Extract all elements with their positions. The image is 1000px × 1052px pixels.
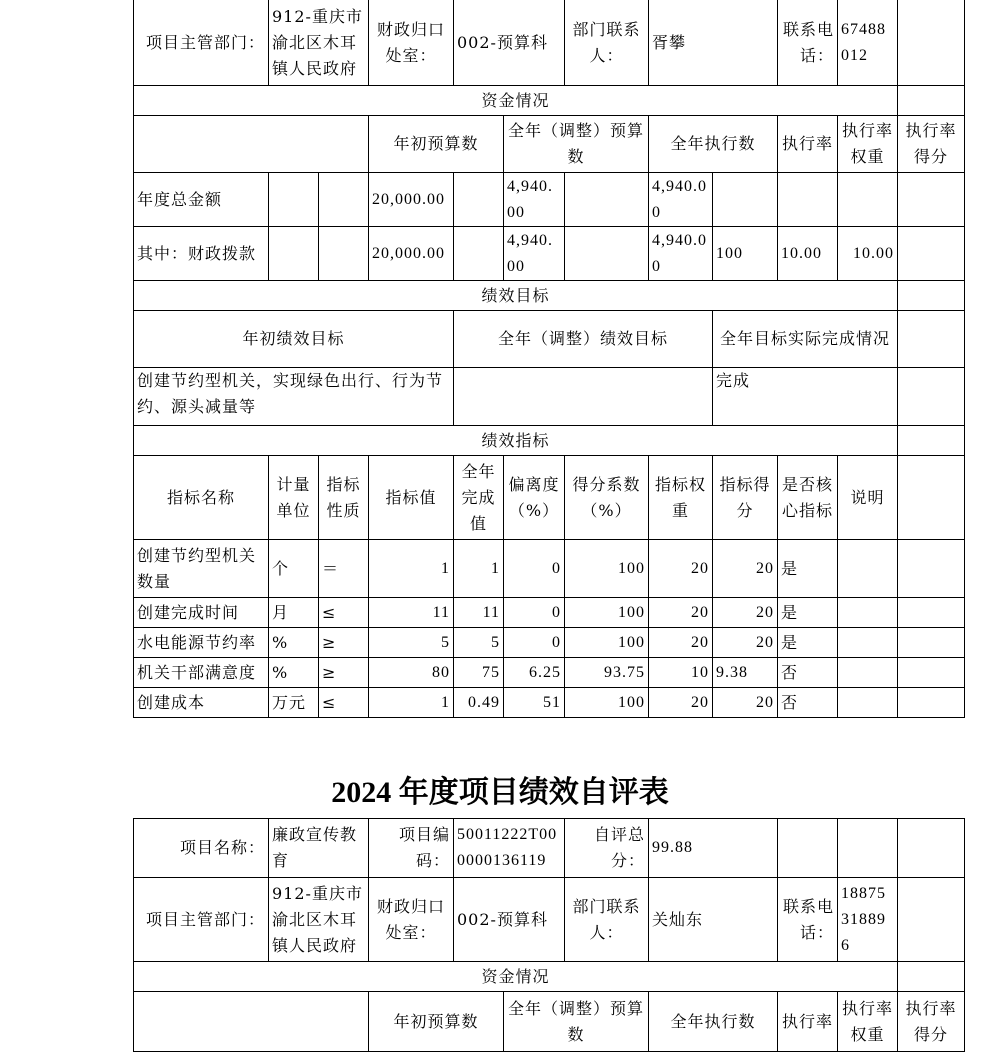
empty-cell xyxy=(898,819,965,878)
goals-initial-text: 创建节约型机关，实现绿色出行、行为节约、源头减量等 xyxy=(134,368,454,426)
ind-actual: 11 xyxy=(454,598,504,628)
ind-unit: 万元 xyxy=(269,688,319,718)
ind-value: 5 xyxy=(369,628,454,658)
self-score-value: 99.88 xyxy=(649,819,778,878)
funds-header-executed: 全年执行数 xyxy=(649,992,778,1052)
ind-header-actual: 全年完成值 xyxy=(454,456,504,540)
ind-weight: 20 xyxy=(649,688,713,718)
self-score-label: 自评总分： xyxy=(565,819,649,878)
ind-note xyxy=(838,540,898,598)
ind-nature: ≥ xyxy=(319,628,369,658)
goals-header-initial: 年初绩效目标 xyxy=(134,311,454,368)
section-row xyxy=(134,962,965,992)
empty-cell xyxy=(319,173,369,227)
ind-core: 否 xyxy=(778,658,838,688)
funds-rate-value xyxy=(713,173,778,227)
ind-name: 创建节约型机关数量 xyxy=(134,540,269,598)
ind-unit: % xyxy=(269,658,319,688)
ind-deviation: 51 xyxy=(504,688,565,718)
funds-row-label: 其中：财政拨款 xyxy=(134,227,269,281)
ind-header-nature: 指标性质 xyxy=(319,456,369,540)
ind-coef: 100 xyxy=(565,688,649,718)
ind-name: 水电能源节约率 xyxy=(134,628,269,658)
empty-cell xyxy=(898,878,965,962)
ind-unit: 月 xyxy=(269,598,319,628)
performance-table-2 xyxy=(133,818,965,1052)
empty-cell xyxy=(898,456,965,540)
project-info-row xyxy=(134,878,965,962)
empty-cell xyxy=(898,368,965,426)
empty-cell xyxy=(898,658,965,688)
ind-note xyxy=(838,658,898,688)
empty-cell xyxy=(134,116,369,173)
funds-header-executed: 全年执行数 xyxy=(649,116,778,173)
dept-label: 项目主管部门： xyxy=(134,0,269,86)
ind-actual: 0.49 xyxy=(454,688,504,718)
ind-score: 20 xyxy=(713,540,778,598)
funds-header-initial: 年初预算数 xyxy=(369,116,504,173)
empty-cell xyxy=(898,598,965,628)
project-code-label: 项目编码： xyxy=(369,819,454,878)
indicator-row xyxy=(134,540,965,598)
ind-core: 是 xyxy=(778,598,838,628)
contact-value: 胥攀 xyxy=(649,0,778,86)
goals-header-row xyxy=(134,311,965,368)
phone-value: 18875318896 xyxy=(838,878,898,962)
ind-header-name: 指标名称 xyxy=(134,456,269,540)
funds-section-title: 资金情况 xyxy=(134,962,898,992)
ind-deviation: 0 xyxy=(504,628,565,658)
office-label: 财政归口处室： xyxy=(369,0,454,86)
empty-cell xyxy=(898,311,965,368)
contact-value: 关灿东 xyxy=(649,878,778,962)
section-row xyxy=(134,281,965,311)
ind-header-value: 指标值 xyxy=(369,456,454,540)
funds-executed-value: 4,940.00 xyxy=(649,227,713,281)
phone-label: 联系电话： xyxy=(778,0,838,86)
empty-cell xyxy=(898,86,965,116)
empty-cell xyxy=(319,227,369,281)
ind-score: 9.38 xyxy=(713,658,778,688)
ind-score: 20 xyxy=(713,688,778,718)
indicator-row xyxy=(134,658,965,688)
empty-cell xyxy=(454,173,504,227)
project-name-label: 项目名称： xyxy=(134,819,269,878)
page-title: 2024 年度项目绩效自评表 xyxy=(331,776,669,809)
performance-table-1 xyxy=(133,0,965,718)
empty-cell xyxy=(898,281,965,311)
goals-header-adjusted: 全年（调整）绩效目标 xyxy=(454,311,713,368)
section-row xyxy=(134,426,965,456)
empty-cell xyxy=(565,227,649,281)
empty-cell xyxy=(269,227,319,281)
indicator-header-row xyxy=(134,456,965,540)
funds-header-weight: 执行率权重 xyxy=(838,992,898,1052)
goals-row xyxy=(134,368,965,426)
ind-coef: 100 xyxy=(565,540,649,598)
dept-value: 912-重庆市渝北区木耳镇人民政府 xyxy=(269,878,369,962)
ind-nature: ≥ xyxy=(319,658,369,688)
funds-initial-value: 20,000.00 xyxy=(369,227,454,281)
project-name-value: 廉政宣传教育 xyxy=(269,819,369,878)
empty-cell xyxy=(898,173,965,227)
funds-adjusted-value: 4,940.00 xyxy=(504,227,565,281)
ind-name: 创建成本 xyxy=(134,688,269,718)
funds-header-rate: 执行率 xyxy=(778,116,838,173)
ind-actual: 5 xyxy=(454,628,504,658)
goals-actual-text: 完成 xyxy=(713,368,898,426)
funds-header-rate: 执行率 xyxy=(778,992,838,1052)
empty-cell xyxy=(565,173,649,227)
dept-value: 912-重庆市渝北区木耳镇人民政府 xyxy=(269,0,369,86)
empty-cell xyxy=(898,962,965,992)
ind-value: 1 xyxy=(369,540,454,598)
empty-cell xyxy=(134,992,369,1052)
funds-header-initial: 年初预算数 xyxy=(369,992,504,1052)
ind-core: 是 xyxy=(778,628,838,658)
ind-coef: 100 xyxy=(565,628,649,658)
funds-rate-value: 100 xyxy=(713,227,778,281)
funds-weight-value xyxy=(778,173,838,227)
ind-value: 80 xyxy=(369,658,454,688)
indicator-row xyxy=(134,598,965,628)
ind-nature: ＝ xyxy=(319,540,369,598)
funds-adjusted-value: 4,940.00 xyxy=(504,173,565,227)
indicator-row xyxy=(134,628,965,658)
ind-weight: 20 xyxy=(649,628,713,658)
empty-cell xyxy=(898,0,965,86)
ind-score: 20 xyxy=(713,628,778,658)
office-value: 002-预算科 xyxy=(454,0,565,86)
project-name-row xyxy=(134,819,965,878)
ind-core: 否 xyxy=(778,688,838,718)
ind-note xyxy=(838,688,898,718)
project-code-value: 50011222T000000136119 xyxy=(454,819,565,878)
ind-coef: 93.75 xyxy=(565,658,649,688)
funds-header-row xyxy=(134,992,965,1052)
ind-weight: 20 xyxy=(649,540,713,598)
office-value: 002-预算科 xyxy=(454,878,565,962)
ind-note xyxy=(838,598,898,628)
ind-name: 机关干部满意度 xyxy=(134,658,269,688)
ind-actual: 75 xyxy=(454,658,504,688)
ind-weight: 20 xyxy=(649,598,713,628)
office-label: 财政归口处室： xyxy=(369,878,454,962)
empty-cell xyxy=(898,227,965,281)
funds-header-adjusted: 全年（调整）预算数 xyxy=(504,992,649,1052)
funds-score-value: 10.00 xyxy=(838,227,898,281)
empty-cell xyxy=(838,819,898,878)
funds-executed-value: 4,940.00 xyxy=(649,173,713,227)
ind-value: 1 xyxy=(369,688,454,718)
indicators-section-title: 绩效指标 xyxy=(134,426,898,456)
empty-cell xyxy=(454,227,504,281)
funds-weight-value: 10.00 xyxy=(778,227,838,281)
empty-cell xyxy=(898,688,965,718)
ind-unit: % xyxy=(269,628,319,658)
funds-section-title: 资金情况 xyxy=(134,86,898,116)
section-row xyxy=(134,86,965,116)
ind-header-score: 指标得分 xyxy=(713,456,778,540)
funds-header-score: 执行率得分 xyxy=(898,116,965,173)
ind-deviation: 6.25 xyxy=(504,658,565,688)
ind-value: 11 xyxy=(369,598,454,628)
dept-label: 项目主管部门： xyxy=(134,878,269,962)
empty-cell xyxy=(778,819,838,878)
contact-label: 部门联系人： xyxy=(565,878,649,962)
funds-header-adjusted: 全年（调整）预算数 xyxy=(504,116,649,173)
empty-cell xyxy=(898,426,965,456)
funds-header-row xyxy=(134,116,965,173)
empty-cell xyxy=(898,628,965,658)
funds-score-value xyxy=(838,173,898,227)
phone-label: 联系电话： xyxy=(778,878,838,962)
ind-nature: ≤ xyxy=(319,688,369,718)
goals-header-actual: 全年目标实际完成情况 xyxy=(713,311,898,368)
ind-note xyxy=(838,628,898,658)
empty-cell xyxy=(898,540,965,598)
ind-deviation: 0 xyxy=(504,540,565,598)
ind-weight: 10 xyxy=(649,658,713,688)
ind-header-core: 是否核心指标 xyxy=(778,456,838,540)
ind-core: 是 xyxy=(778,540,838,598)
goals-adjusted-text xyxy=(454,368,713,426)
goals-section-title: 绩效目标 xyxy=(134,281,898,311)
funds-header-weight: 执行率权重 xyxy=(838,116,898,173)
ind-header-note: 说明 xyxy=(838,456,898,540)
contact-label: 部门联系人： xyxy=(565,0,649,86)
funds-row-fiscal xyxy=(134,227,965,281)
ind-nature: ≤ xyxy=(319,598,369,628)
empty-cell xyxy=(269,173,319,227)
ind-header-unit: 计量单位 xyxy=(269,456,319,540)
funds-initial-value: 20,000.00 xyxy=(369,173,454,227)
ind-header-deviation: 偏离度（%） xyxy=(504,456,565,540)
ind-name: 创建完成时间 xyxy=(134,598,269,628)
funds-header-score: 执行率得分 xyxy=(898,992,965,1052)
phone-value: 67488012 xyxy=(838,0,898,86)
funds-row-label: 年度总金额 xyxy=(134,173,269,227)
ind-score: 20 xyxy=(713,598,778,628)
ind-header-coef: 得分系数（%） xyxy=(565,456,649,540)
ind-coef: 100 xyxy=(565,598,649,628)
indicator-row xyxy=(134,688,965,718)
ind-header-weight: 指标权重 xyxy=(649,456,713,540)
ind-deviation: 0 xyxy=(504,598,565,628)
ind-unit: 个 xyxy=(269,540,319,598)
funds-row-total xyxy=(134,173,965,227)
project-info-row xyxy=(134,0,965,86)
ind-actual: 1 xyxy=(454,540,504,598)
